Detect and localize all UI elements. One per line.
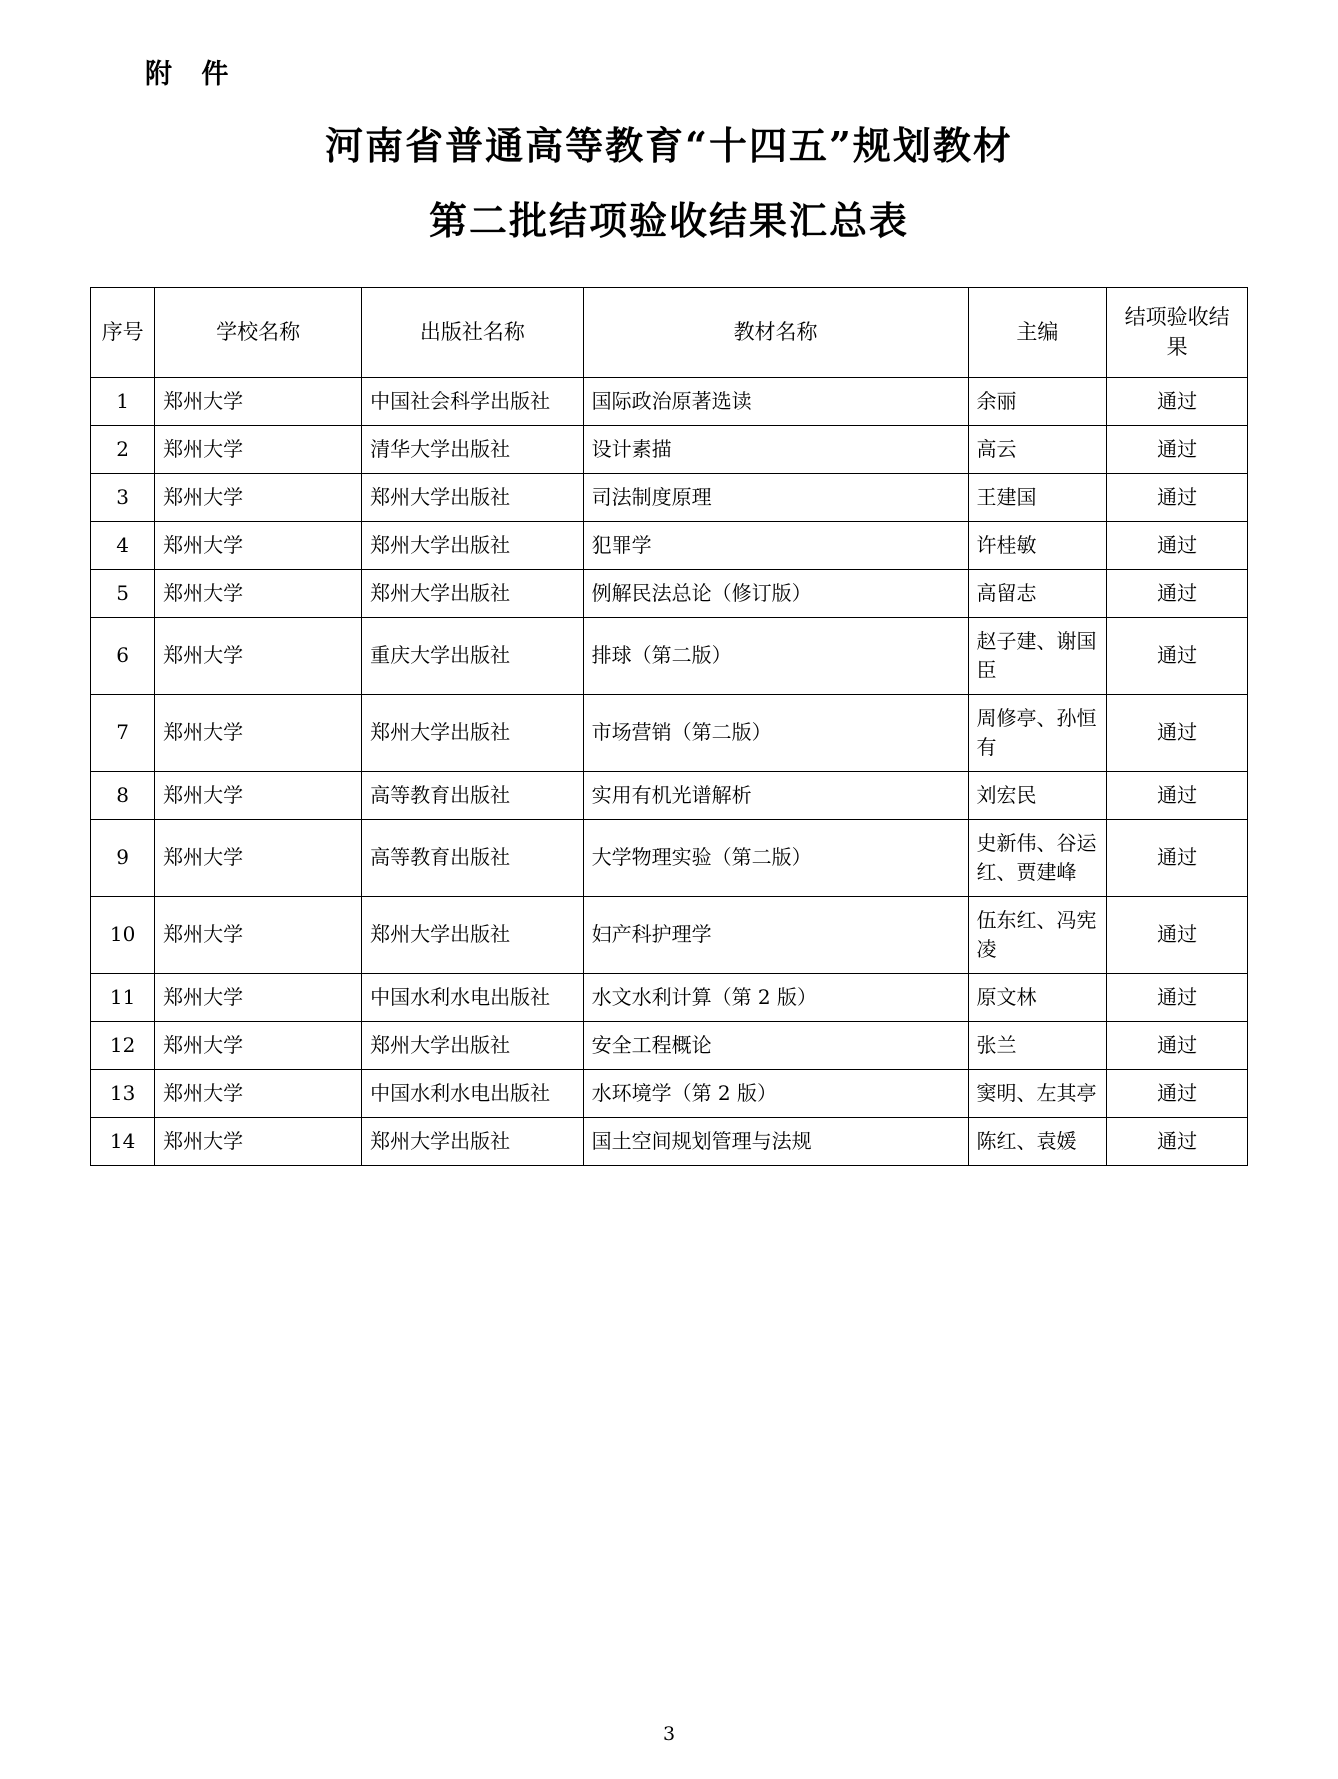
cell-press: 高等教育出版社 [362, 819, 583, 896]
cell-book: 设计素描 [583, 425, 968, 473]
cell-press: 郑州大学出版社 [362, 473, 583, 521]
table-row [91, 569, 1248, 617]
cell-result: 通过 [1107, 896, 1248, 973]
column-header-book: 教材名称 [583, 287, 968, 377]
page-number: 3 [662, 1723, 676, 1745]
table-row [91, 617, 1248, 694]
cell-press: 郑州大学出版社 [362, 1021, 583, 1069]
cell-result: 通过 [1107, 521, 1248, 569]
page-title [90, 117, 1248, 251]
table-row [91, 973, 1248, 1021]
table-row [91, 1021, 1248, 1069]
cell-school: 郑州大学 [155, 521, 362, 569]
cell-seq: 11 [91, 973, 155, 1021]
column-header-editor: 主编 [968, 287, 1107, 377]
cell-school: 郑州大学 [155, 1021, 362, 1069]
cell-school: 郑州大学 [155, 425, 362, 473]
cell-book: 国际政治原著选读 [583, 377, 968, 425]
table-row [91, 1069, 1248, 1117]
cell-editor: 高云 [968, 425, 1107, 473]
page-title-line-2: 第二批结项验收结果汇总表 [428, 197, 909, 243]
table-row [91, 425, 1248, 473]
cell-editor: 窦明、左其亭 [968, 1069, 1107, 1117]
table-row [91, 1117, 1248, 1165]
cell-editor: 原文林 [968, 973, 1107, 1021]
cell-school: 郑州大学 [155, 569, 362, 617]
cell-result: 通过 [1107, 377, 1248, 425]
cell-result: 通过 [1107, 425, 1248, 473]
table-header [91, 287, 1248, 377]
cell-result: 通过 [1107, 1021, 1248, 1069]
cell-press: 郑州大学出版社 [362, 694, 583, 771]
column-header-press: 出版社名称 [362, 287, 583, 377]
cell-book: 安全工程概论 [583, 1021, 968, 1069]
cell-result: 通过 [1107, 819, 1248, 896]
cell-result: 通过 [1107, 771, 1248, 819]
cell-press: 中国水利水电出版社 [362, 1069, 583, 1117]
cell-editor: 王建国 [968, 473, 1107, 521]
cell-seq: 7 [91, 694, 155, 771]
cell-seq: 9 [91, 819, 155, 896]
cell-editor: 刘宏民 [968, 771, 1107, 819]
cell-editor: 余丽 [968, 377, 1107, 425]
cell-book: 市场营销（第二版） [583, 694, 968, 771]
table-row [91, 521, 1248, 569]
cell-book: 水文水利计算（第 2 版） [583, 973, 968, 1021]
cell-editor: 陈红、袁媛 [968, 1117, 1107, 1165]
cell-press: 中国社会科学出版社 [362, 377, 583, 425]
cell-book: 例解民法总论（修订版） [583, 569, 968, 617]
cell-seq: 5 [91, 569, 155, 617]
cell-school: 郑州大学 [155, 473, 362, 521]
cell-book: 司法制度原理 [583, 473, 968, 521]
cell-editor: 史新伟、谷运红、贾建峰 [968, 819, 1107, 896]
column-header-seq: 序号 [91, 287, 155, 377]
table-body [91, 377, 1248, 1165]
cell-result: 通过 [1107, 1117, 1248, 1165]
cell-school: 郑州大学 [155, 819, 362, 896]
cell-press: 重庆大学出版社 [362, 617, 583, 694]
attachment-label: 附 件 [145, 59, 239, 90]
cell-seq: 10 [91, 896, 155, 973]
table-row [91, 694, 1248, 771]
cell-seq: 13 [91, 1069, 155, 1117]
page-title-line-1: 河南省普通高等教育“十四五”规划教材 [325, 123, 1013, 168]
cell-seq: 1 [91, 377, 155, 425]
cell-result: 通过 [1107, 694, 1248, 771]
cell-school: 郑州大学 [155, 896, 362, 973]
cell-editor: 高留志 [968, 569, 1107, 617]
cell-press: 中国水利水电出版社 [362, 973, 583, 1021]
cell-press: 郑州大学出版社 [362, 569, 583, 617]
cell-result: 通过 [1107, 1069, 1248, 1117]
cell-book: 排球（第二版） [583, 617, 968, 694]
cell-book: 妇产科护理学 [583, 896, 968, 973]
cell-seq: 14 [91, 1117, 155, 1165]
cell-editor: 周修亭、孙恒有 [968, 694, 1107, 771]
cell-seq: 3 [91, 473, 155, 521]
column-header-school: 学校名称 [155, 287, 362, 377]
cell-school: 郑州大学 [155, 617, 362, 694]
cell-press: 郑州大学出版社 [362, 896, 583, 973]
cell-school: 郑州大学 [155, 1117, 362, 1165]
cell-result: 通过 [1107, 473, 1248, 521]
cell-school: 郑州大学 [155, 377, 362, 425]
cell-editor: 赵子建、谢国臣 [968, 617, 1107, 694]
cell-school: 郑州大学 [155, 694, 362, 771]
cell-school: 郑州大学 [155, 1069, 362, 1117]
cell-result: 通过 [1107, 617, 1248, 694]
cell-seq: 12 [91, 1021, 155, 1069]
table-header-row [91, 287, 1248, 377]
cell-book: 水环境学（第 2 版） [583, 1069, 968, 1117]
table-row [91, 819, 1248, 896]
cell-press: 高等教育出版社 [362, 771, 583, 819]
cell-seq: 2 [91, 425, 155, 473]
cell-result: 通过 [1107, 569, 1248, 617]
cell-editor: 伍东红、冯宪凌 [968, 896, 1107, 973]
table-row [91, 771, 1248, 819]
cell-press: 清华大学出版社 [362, 425, 583, 473]
cell-seq: 4 [91, 521, 155, 569]
cell-editor: 许桂敏 [968, 521, 1107, 569]
cell-book: 大学物理实验（第二版） [583, 819, 968, 896]
table-row [91, 377, 1248, 425]
cell-seq: 8 [91, 771, 155, 819]
table-row [91, 473, 1248, 521]
cell-book: 实用有机光谱解析 [583, 771, 968, 819]
cell-press: 郑州大学出版社 [362, 1117, 583, 1165]
cell-book: 国土空间规划管理与法规 [583, 1117, 968, 1165]
cell-editor: 张兰 [968, 1021, 1107, 1069]
cell-book: 犯罪学 [583, 521, 968, 569]
cell-school: 郑州大学 [155, 771, 362, 819]
results-table [90, 287, 1248, 1166]
cell-press: 郑州大学出版社 [362, 521, 583, 569]
column-header-result: 结项验收结果 [1107, 287, 1248, 377]
cell-seq: 6 [91, 617, 155, 694]
table-row [91, 896, 1248, 973]
cell-school: 郑州大学 [155, 973, 362, 1021]
cell-result: 通过 [1107, 973, 1248, 1021]
